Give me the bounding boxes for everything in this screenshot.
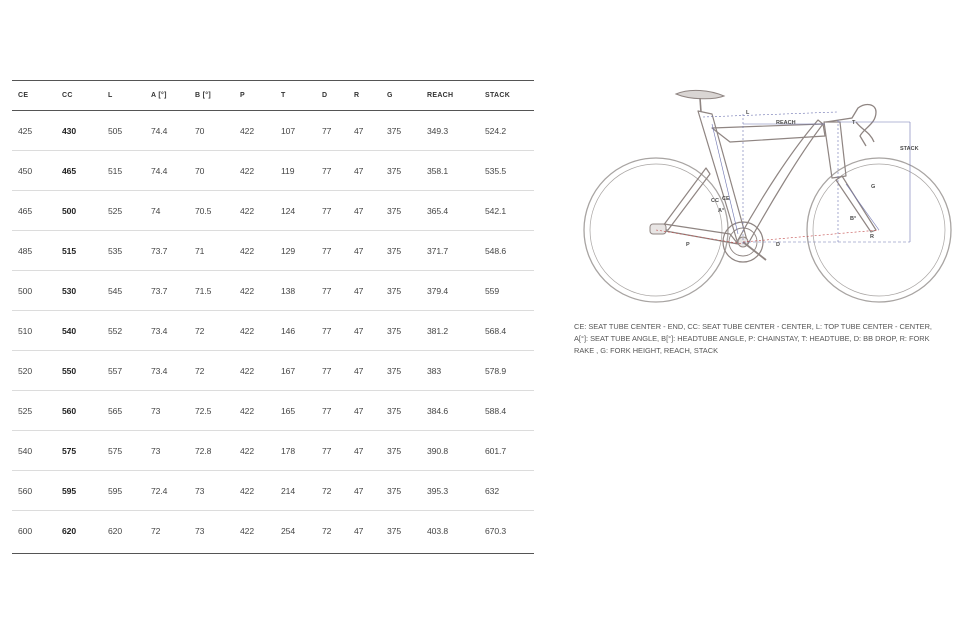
cell-b: 70 — [195, 166, 205, 176]
header-stack: STACK — [485, 92, 511, 99]
label-reach: REACH — [776, 120, 796, 126]
cell-p: 422 — [240, 286, 255, 296]
header-b: B [°] — [195, 92, 211, 99]
cell-l: 525 — [108, 206, 123, 216]
cell-d: 77 — [322, 246, 332, 256]
label-b: B° — [850, 216, 857, 222]
cell-cc: 430 — [62, 126, 77, 136]
cell-d: 77 — [322, 206, 332, 216]
cell-l: 535 — [108, 246, 123, 256]
cell-l: 557 — [108, 366, 123, 376]
cell-ce: 510 — [18, 326, 33, 336]
cell-g: 375 — [387, 446, 402, 456]
cell-ce: 500 — [18, 286, 33, 296]
label-cc: CC — [711, 198, 719, 204]
cell-l: 575 — [108, 446, 123, 456]
cell-reach: 390.8 — [427, 446, 449, 456]
cell-cc: 575 — [62, 446, 77, 456]
cell-reach: 383 — [427, 366, 442, 376]
cell-ce: 540 — [18, 446, 33, 456]
cell-l: 565 — [108, 406, 123, 416]
cell-a: 73 — [151, 406, 161, 416]
cell-b: 72.5 — [195, 406, 212, 416]
cell-t: 165 — [281, 406, 296, 416]
cell-p: 422 — [240, 246, 255, 256]
cell-ce: 600 — [18, 526, 33, 536]
cell-b: 70.5 — [195, 206, 212, 216]
cell-l: 620 — [108, 526, 123, 536]
cell-cc: 500 — [62, 206, 77, 216]
cell-stack: 548.6 — [485, 246, 507, 256]
cell-r: 47 — [354, 446, 364, 456]
cell-b: 72 — [195, 326, 205, 336]
cell-r: 47 — [354, 166, 364, 176]
cell-b: 72 — [195, 366, 205, 376]
header-reach: REACH — [427, 92, 454, 99]
cell-g: 375 — [387, 326, 402, 336]
cell-stack: 535.5 — [485, 166, 507, 176]
cell-l: 595 — [108, 486, 123, 496]
cell-p: 422 — [240, 126, 255, 136]
table-row — [12, 191, 534, 231]
cell-t: 167 — [281, 366, 296, 376]
cell-r: 47 — [354, 326, 364, 336]
cell-r: 47 — [354, 246, 364, 256]
frame — [660, 111, 876, 244]
header-a: A [°] — [151, 92, 167, 99]
dimension-labels — [686, 110, 919, 248]
cell-a: 74 — [151, 206, 161, 216]
cell-stack: 632 — [485, 486, 500, 496]
table-row — [12, 391, 534, 431]
cell-g: 375 — [387, 126, 402, 136]
cell-l: 515 — [108, 166, 123, 176]
cell-p: 422 — [240, 206, 255, 216]
cell-b: 72.8 — [195, 446, 212, 456]
table-row — [12, 431, 534, 471]
cell-cc: 540 — [62, 326, 77, 336]
cell-reach: 379.4 — [427, 286, 449, 296]
cell-d: 77 — [322, 406, 332, 416]
cell-reach: 381.2 — [427, 326, 449, 336]
cell-reach: 371.7 — [427, 246, 449, 256]
cell-stack: 578.9 — [485, 366, 507, 376]
cell-t: 146 — [281, 326, 296, 336]
cell-l: 505 — [108, 126, 123, 136]
cell-t: 119 — [281, 166, 295, 176]
label-a: A° — [718, 208, 725, 214]
cell-g: 375 — [387, 366, 402, 376]
cell-p: 422 — [240, 406, 255, 416]
cell-ce: 520 — [18, 366, 33, 376]
cell-p: 422 — [240, 446, 255, 456]
cell-a: 72.4 — [151, 486, 168, 496]
cell-d: 77 — [322, 446, 332, 456]
header-t: T — [281, 92, 286, 99]
cell-p: 422 — [240, 526, 255, 536]
cell-d: 77 — [322, 286, 332, 296]
cell-l: 545 — [108, 286, 123, 296]
saddle — [676, 90, 724, 112]
label-r: R — [870, 234, 874, 240]
cell-d: 72 — [322, 486, 332, 496]
label-stack: STACK — [900, 146, 919, 152]
cell-reach: 403.8 — [427, 526, 449, 536]
handlebar — [826, 105, 876, 146]
cell-reach: 384.6 — [427, 406, 449, 416]
cell-ce: 525 — [18, 406, 33, 416]
cell-b: 70 — [195, 126, 205, 136]
cell-stack: 601.7 — [485, 446, 507, 456]
cell-a: 74.4 — [151, 166, 168, 176]
cell-ce: 485 — [18, 246, 33, 256]
cell-t: 129 — [281, 246, 296, 256]
cell-d: 72 — [322, 526, 332, 536]
cell-r: 47 — [354, 126, 364, 136]
cell-b: 71.5 — [195, 286, 212, 296]
header-l: L — [108, 92, 113, 99]
cell-g: 375 — [387, 246, 402, 256]
cell-a: 74.4 — [151, 126, 168, 136]
cell-r: 47 — [354, 526, 364, 536]
table-row — [12, 151, 534, 191]
cell-a: 73.7 — [151, 286, 168, 296]
cell-reach: 365.4 — [427, 206, 449, 216]
cell-d: 77 — [322, 326, 332, 336]
cell-stack: 524.2 — [485, 126, 507, 136]
cell-r: 47 — [354, 406, 364, 416]
rear-derailleur — [650, 224, 666, 234]
cell-reach: 395.3 — [427, 486, 449, 496]
cell-d: 77 — [322, 126, 332, 136]
label-l: L — [746, 110, 750, 116]
cell-a: 73 — [151, 446, 161, 456]
cell-t: 138 — [281, 286, 296, 296]
header-r: R — [354, 92, 360, 99]
cell-d: 77 — [322, 166, 332, 176]
geometry-legend: CE: SEAT TUBE CENTER - END, CC: SEAT TUBE CENTER - CENTER, L: TOP TUBE CENTER - CENTER, A[°]: SEAT TUBE ANGLE, B[°]: HEADTUBE ANGLE, P: CHAINSTAY, T: HEADTUBE, D: BB DROP, R: FORK RAKE , G: FORK HEIGHT, REACH, STACK — [574, 322, 932, 355]
cell-ce: 465 — [18, 206, 33, 216]
label-d: D — [776, 242, 780, 248]
cell-cc: 515 — [62, 246, 77, 256]
cell-stack: 542.1 — [485, 206, 507, 216]
cell-ce: 425 — [18, 126, 33, 136]
label-ce: CE — [722, 196, 730, 202]
header-ce: CE — [18, 92, 29, 99]
cell-g: 375 — [387, 206, 402, 216]
label-t: T — [852, 120, 856, 126]
cell-cc: 465 — [62, 166, 77, 176]
table-row — [12, 351, 534, 391]
cell-p: 422 — [240, 486, 255, 496]
cell-r: 47 — [354, 206, 364, 216]
cell-l: 552 — [108, 326, 123, 336]
cell-ce: 450 — [18, 166, 33, 176]
table-row — [12, 111, 534, 151]
header-g: G — [387, 92, 393, 99]
cell-a: 72 — [151, 526, 161, 536]
cell-g: 375 — [387, 526, 402, 536]
cell-reach: 358.1 — [427, 166, 449, 176]
label-g: G — [871, 184, 876, 190]
cell-stack: 559 — [485, 286, 500, 296]
table-row — [12, 311, 534, 351]
cell-reach: 349.3 — [427, 126, 449, 136]
table-row — [12, 231, 534, 271]
table-row — [12, 511, 534, 551]
cell-stack: 568.4 — [485, 326, 507, 336]
cell-cc: 620 — [62, 526, 77, 536]
cell-p: 422 — [240, 166, 255, 176]
header-cc: CC — [62, 92, 73, 99]
cell-g: 375 — [387, 406, 402, 416]
cell-t: 214 — [281, 486, 296, 496]
cell-r: 47 — [354, 486, 364, 496]
cell-stack: 588.4 — [485, 406, 507, 416]
cell-g: 375 — [387, 486, 402, 496]
cell-t: 124 — [281, 206, 296, 216]
cell-r: 47 — [354, 286, 364, 296]
cell-r: 47 — [354, 366, 364, 376]
cell-cc: 595 — [62, 486, 77, 496]
cell-p: 422 — [240, 326, 255, 336]
label-p: P — [686, 242, 690, 248]
cell-t: 107 — [281, 126, 296, 136]
cell-cc: 560 — [62, 406, 77, 416]
header-d: D — [322, 92, 328, 99]
table-header-row — [12, 81, 534, 110]
cell-b: 71 — [195, 246, 205, 256]
cell-ce: 560 — [18, 486, 33, 496]
cell-b: 73 — [195, 526, 205, 536]
cell-t: 178 — [281, 446, 296, 456]
cell-cc: 530 — [62, 286, 77, 296]
header-p: P — [240, 92, 245, 99]
cell-stack: 670.3 — [485, 526, 507, 536]
cell-p: 422 — [240, 366, 255, 376]
cell-a: 73.4 — [151, 366, 168, 376]
cell-g: 375 — [387, 166, 402, 176]
cell-b: 73 — [195, 486, 205, 496]
cell-cc: 550 — [62, 366, 77, 376]
cell-d: 77 — [322, 366, 332, 376]
table-row — [12, 471, 534, 511]
cell-g: 375 — [387, 286, 402, 296]
cell-a: 73.7 — [151, 246, 168, 256]
cell-t: 254 — [281, 526, 296, 536]
bike-geometry-diagram — [580, 84, 954, 310]
table-row — [12, 271, 534, 311]
cell-a: 73.4 — [151, 326, 168, 336]
table-bottom-rule — [12, 553, 534, 554]
